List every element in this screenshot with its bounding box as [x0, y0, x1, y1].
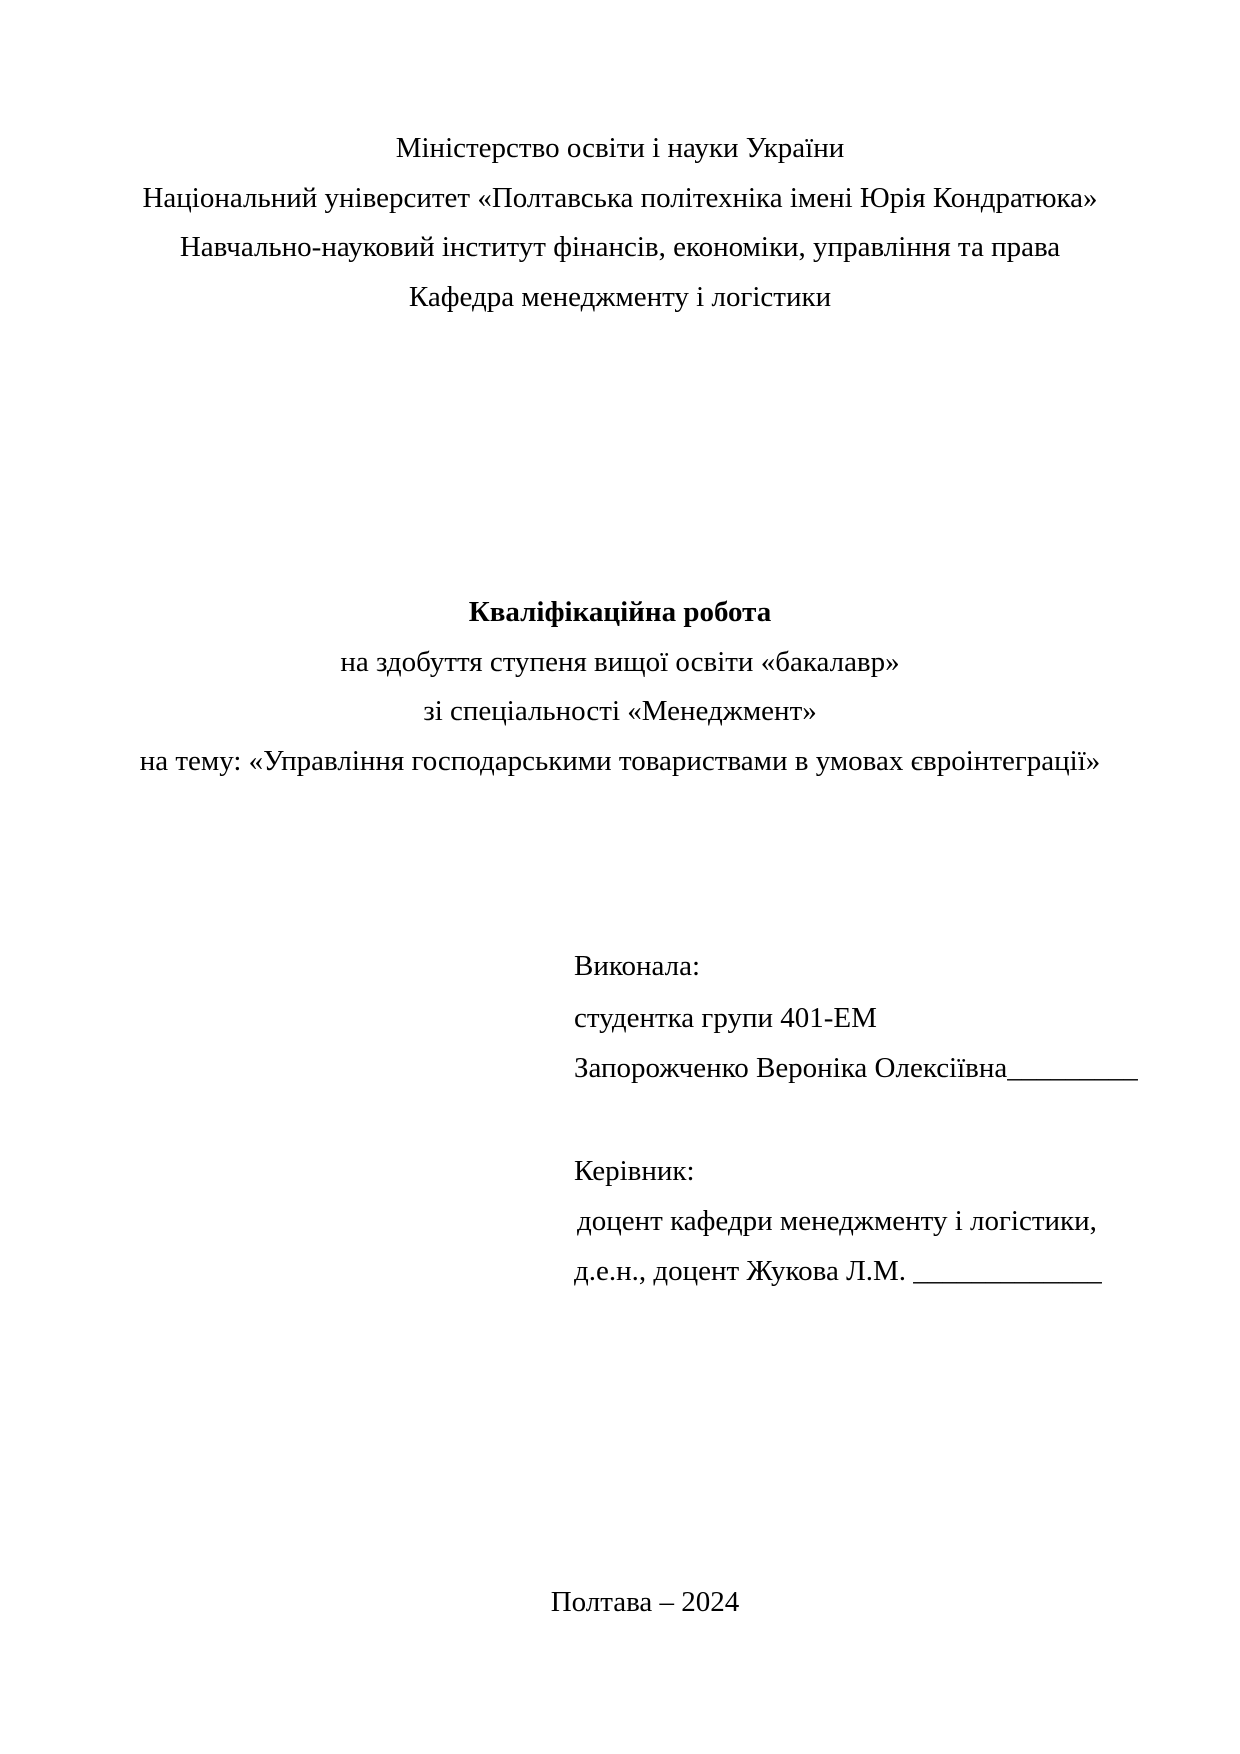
specialty-line: зі спеціальності «Менеджмент» [423, 695, 817, 727]
document-title: Кваліфікаційна робота [468, 596, 772, 628]
ministry-line: Міністерство освіти і науки України [395, 132, 845, 164]
author-group: студентка групи 401-ЕМ [574, 1002, 877, 1034]
supervisor-position: доцент кафедри менеджменту і логістики, [577, 1205, 1097, 1237]
university-line: Національний університет «Полтавська політехніка імені Юрія Кондратюка» [142, 182, 1098, 214]
institute-line: Навчально-науковий інститут фінансів, економіки, управління та права [179, 231, 1061, 263]
topic-line: на тему: «Управління господарськими товариствами в умовах євроінтеграції» [139, 745, 1101, 777]
city-year: Полтава – 2024 [550, 1586, 740, 1618]
supervisor-name: д.е.н., доцент Жукова Л.М. _____________ [574, 1255, 1102, 1287]
author-name: Запорожченко Вероніка Олексіївна_________ [574, 1052, 1138, 1084]
supervisor-label: Керівник: [574, 1155, 695, 1187]
department-line: Кафедра менеджменту і логістики [408, 281, 832, 313]
author-label: Виконала: [574, 950, 701, 982]
degree-line: на здобуття ступеня вищої освіти «бакалавр» [340, 646, 900, 678]
